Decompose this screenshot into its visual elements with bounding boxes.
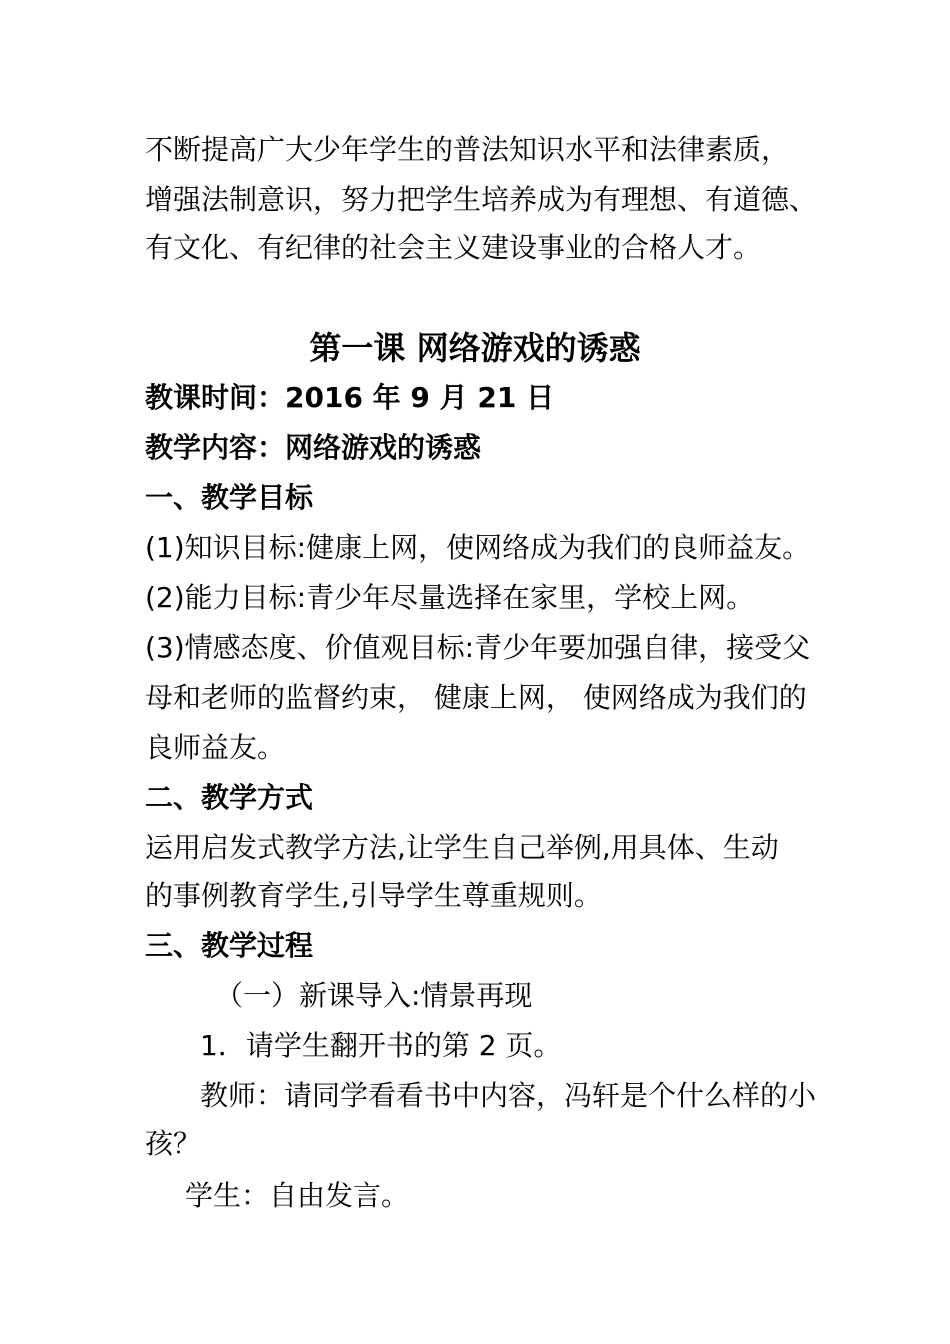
intro-line-3: 有文化、有纪律的社会主义建设事业的合格人才。: [145, 231, 762, 264]
teaching-time: 教课时间：2016 年 9 月 21 日: [145, 381, 555, 414]
section-heading-process: 三、教学过程: [145, 929, 314, 962]
section-heading-objectives: 一、教学目标: [145, 481, 314, 514]
lesson-title: 第一课 网络游戏的诱惑: [309, 329, 641, 367]
intro-line-1: 不断提高广大少年学生的普法知识水平和法律素质，: [145, 133, 790, 166]
process-subheading: （一）新课导入:情景再现: [215, 979, 533, 1012]
process-step-1: 1．请学生翻开书的第 2 页。: [200, 1029, 562, 1062]
teacher-line-2: 孩？: [145, 1127, 202, 1160]
methods-line-1: 运用启发式教学方法,让学生自己举例,用具体、生动: [145, 831, 779, 864]
teaching-content: 教学内容：网络游戏的诱惑: [145, 431, 482, 464]
intro-line-2: 增强法制意识，努力把学生培养成为有理想、有道德、: [145, 183, 818, 216]
objective-attitude-line-2: 母和老师的监督约束， 健康上网， 使网络成为我们的: [145, 681, 807, 714]
objective-attitude-line-3: 良师益友。: [145, 731, 286, 764]
objective-knowledge: (1)知识目标:健康上网，使网络成为我们的良师益友。: [145, 531, 811, 564]
methods-line-2: 的事例教育学生,引导学生尊重规则。: [145, 879, 602, 912]
section-heading-methods: 二、教学方式: [145, 781, 314, 814]
objective-attitude-line-1: (3)情感态度、价值观目标:青少年要加强自律，接受父: [145, 631, 811, 664]
teacher-line-1: 教师：请同学看看书中内容，冯轩是个什么样的小: [200, 1079, 817, 1112]
student-line: 学生：自由发言。: [185, 1179, 410, 1212]
objective-ability: (2)能力目标:青少年尽量选择在家里，学校上网。: [145, 581, 755, 614]
